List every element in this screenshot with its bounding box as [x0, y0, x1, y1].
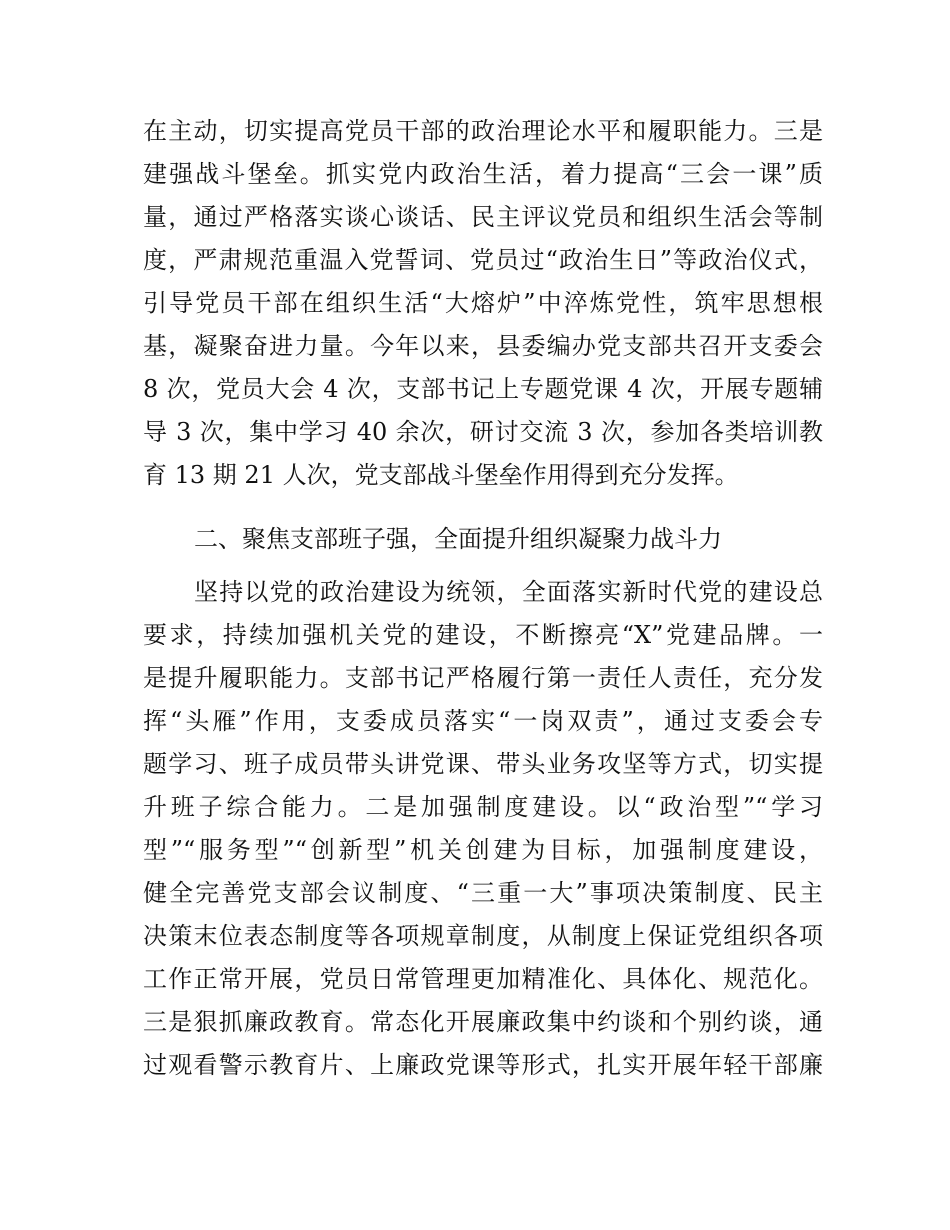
paragraph-2-line: 升班子综合能力。二是加强制度建设。以“政治型”“学习 [143, 793, 823, 821]
paragraph-2-line: 是提升履职能力。支部书记严格履行第一责任人责任，充分发 [143, 664, 823, 692]
paragraph-2-line: 工作正常开展，党员日常管理更加精准化、具体化、规范化。 [143, 965, 823, 993]
paragraph-2-line: 挥“头雁”作用，支委成员落实“一岗双责”，通过支委会专 [143, 707, 823, 735]
paragraph-1-line: 8 次，党员大会 4 次，支部书记上专题党课 4 次，开展专题辅 [143, 375, 823, 403]
paragraph-2-line: 过观看警示教育片、上廉政党课等形式，扎实开展年轻干部廉 [143, 1051, 823, 1079]
paragraph-1-line: 度，严肃规范重温入党誓词、党员过“政治生日”等政治仪式， [143, 246, 823, 274]
paragraph-2-line: 型”“服务型”“创新型”机关创建为目标，加强制度建设， [143, 836, 823, 864]
paragraph-2-line: 要求，持续加强机关党的建设，不断擦亮“X”党建品牌。一 [143, 621, 823, 649]
paragraph-2-line: 三是狠抓廉政教育。常态化开展廉政集中约谈和个别约谈，通 [143, 1008, 823, 1036]
paragraph-1-line: 导 3 次，集中学习 40 余次，研讨交流 3 次，参加各类培训教 [143, 418, 823, 446]
section-heading: 二、聚焦支部班子强，全面提升组织凝聚力战斗力 [194, 525, 722, 553]
paragraph-1-line: 基，凝聚奋进力量。今年以来，县委编办党支部共召开支委会 [143, 332, 823, 360]
paragraph-2-line: 健全完善党支部会议制度、“三重一大”事项决策制度、民主 [143, 879, 823, 907]
paragraph-2-line: 题学习、班子成员带头讲党课、带头业务攻坚等方式，切实提 [143, 750, 823, 778]
paragraph-1-line: 建强战斗堡垒。抓实党内政治生活，着力提高“三会一课”质 [143, 160, 823, 188]
paragraph-1-line: 在主动，切实提高党员干部的政治理论水平和履职能力。三是 [143, 117, 823, 145]
paragraph-1 [143, 110, 823, 497]
paragraph-1-line: 量，通过严格落实谈心谈话、民主评议党员和组织生活会等制 [143, 203, 823, 231]
paragraph-2 [143, 571, 823, 1087]
paragraph-2-line: 坚持以党的政治建设为统领，全面落实新时代党的建设总 [194, 578, 823, 606]
paragraph-1-line: 引导党员干部在组织生活“大熔炉”中淬炼党性，筑牢思想根 [143, 289, 823, 317]
paragraph-1-line: 育 13 期 21 人次，党支部战斗堡垒作用得到充分发挥。 [143, 461, 739, 489]
paragraph-2-line: 决策末位表态制度等各项规章制度，从制度上保证党组织各项 [143, 922, 823, 950]
